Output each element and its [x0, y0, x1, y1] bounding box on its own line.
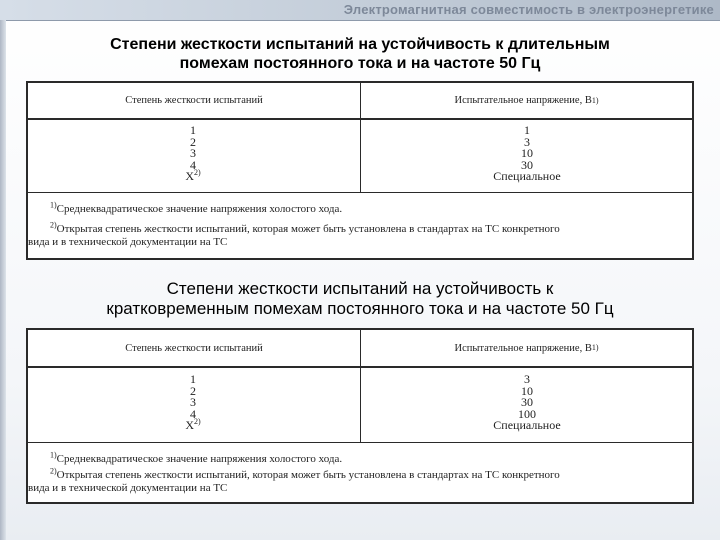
header-cell-test-voltage: Испытательное напряжение, В 1) — [454, 342, 599, 354]
section2-title-line2: кратковременным помехам постоянного тока и на частоте 50 Гц — [106, 299, 614, 319]
section2-table — [26, 328, 694, 504]
footnote-2-mark: 2) — [50, 220, 57, 230]
header-label-test-level: Степень жесткости испытаний — [125, 95, 263, 106]
footnote-2 — [28, 220, 688, 249]
footnote-2 — [28, 466, 688, 495]
footnote-2-mark: 2) — [50, 466, 57, 476]
level-value-x — [138, 168, 248, 183]
column-divider — [360, 330, 361, 442]
voltage-value: 3 — [524, 372, 530, 386]
level-value: 3 — [190, 146, 196, 160]
footnote-1-mark: 1) — [50, 200, 57, 210]
level-x-label: X — [185, 169, 194, 183]
header-cell-test-voltage: Испытательное напряжение, В 1) — [454, 95, 599, 106]
voltage-value: 1 — [524, 123, 530, 137]
level-x-footnote-mark: 2) — [194, 168, 201, 177]
level-value: 3 — [190, 395, 196, 409]
voltages-column — [472, 374, 582, 432]
footnote-1-mark: 1) — [50, 450, 57, 460]
footnote-1-text: Среднеквадратическое значение напряжения холостого хода. — [56, 453, 343, 465]
level-value: 1 — [190, 123, 196, 137]
level-value: 4 — [190, 406, 196, 421]
section1-title-line1: Степени жесткости испытаний на устойчивость к длительным — [110, 36, 610, 53]
voltage-value: Специальное — [493, 418, 561, 432]
table-footnotes — [28, 442, 692, 503]
footnote-1-text: Среднеквадратическое значение напряжения холостого хода. — [56, 203, 343, 215]
section1-table — [26, 81, 694, 260]
levels-column — [138, 374, 248, 432]
header-label-test-voltage: Испытательное напряжение, В — [454, 95, 592, 106]
header-label-test-voltage: Испытательное напряжение, В — [454, 342, 592, 354]
level-value: 2 — [190, 383, 196, 398]
level-value: 1 — [190, 372, 196, 386]
footnote-2-text-line2: вида и в технической документации на ТС — [28, 236, 228, 248]
voltage-value: Специальное — [493, 169, 561, 183]
section1-title-line2: помехам постоянного тока и на частоте 50 Гц — [179, 54, 541, 72]
header-label-test-level: Степень жесткости испытаний — [125, 342, 263, 354]
level-value: 2 — [190, 134, 196, 149]
slide-header-bar — [0, 0, 720, 21]
voltages-column — [472, 125, 582, 183]
footnote-2-text-line2: вида и в технической документации на ТС — [28, 482, 228, 494]
voltage-value: 10 — [521, 383, 533, 398]
header-cell-test-level — [28, 83, 360, 118]
table-footnotes — [28, 192, 692, 259]
level-value: 4 — [190, 157, 196, 172]
level-x-label: X — [185, 418, 194, 432]
voltage-value: 3 — [524, 134, 530, 149]
voltage-value: 30 — [521, 157, 533, 172]
header-cell-test-level — [28, 330, 360, 366]
levels-column — [138, 125, 248, 183]
left-decorative-edge — [0, 20, 6, 540]
slide-header-title: Электромагнитная совместимость в электроэнергетике — [343, 2, 714, 17]
footnote-1 — [50, 450, 688, 466]
voltage-value: 10 — [521, 146, 533, 160]
footnote-2-text-line1: Открытая степень жесткости испытаний, которая может быть установлена в стандартах на ТС конкретного — [56, 223, 560, 235]
footnote-2-text-line1: Открытая степень жесткости испытаний, которая может быть установлена в стандартах на ТС конкретного — [56, 469, 560, 481]
level-value-x — [138, 417, 248, 432]
section2-title-line1: Степени жесткости испытаний на устойчивость к — [166, 279, 554, 298]
column-divider — [360, 83, 361, 192]
level-x-footnote-mark: 2) — [194, 417, 201, 426]
voltage-value: 30 — [521, 395, 533, 409]
footnote-1 — [50, 200, 688, 216]
section2-title — [20, 279, 700, 319]
section1-title — [20, 36, 700, 74]
voltage-value: 100 — [518, 406, 536, 421]
